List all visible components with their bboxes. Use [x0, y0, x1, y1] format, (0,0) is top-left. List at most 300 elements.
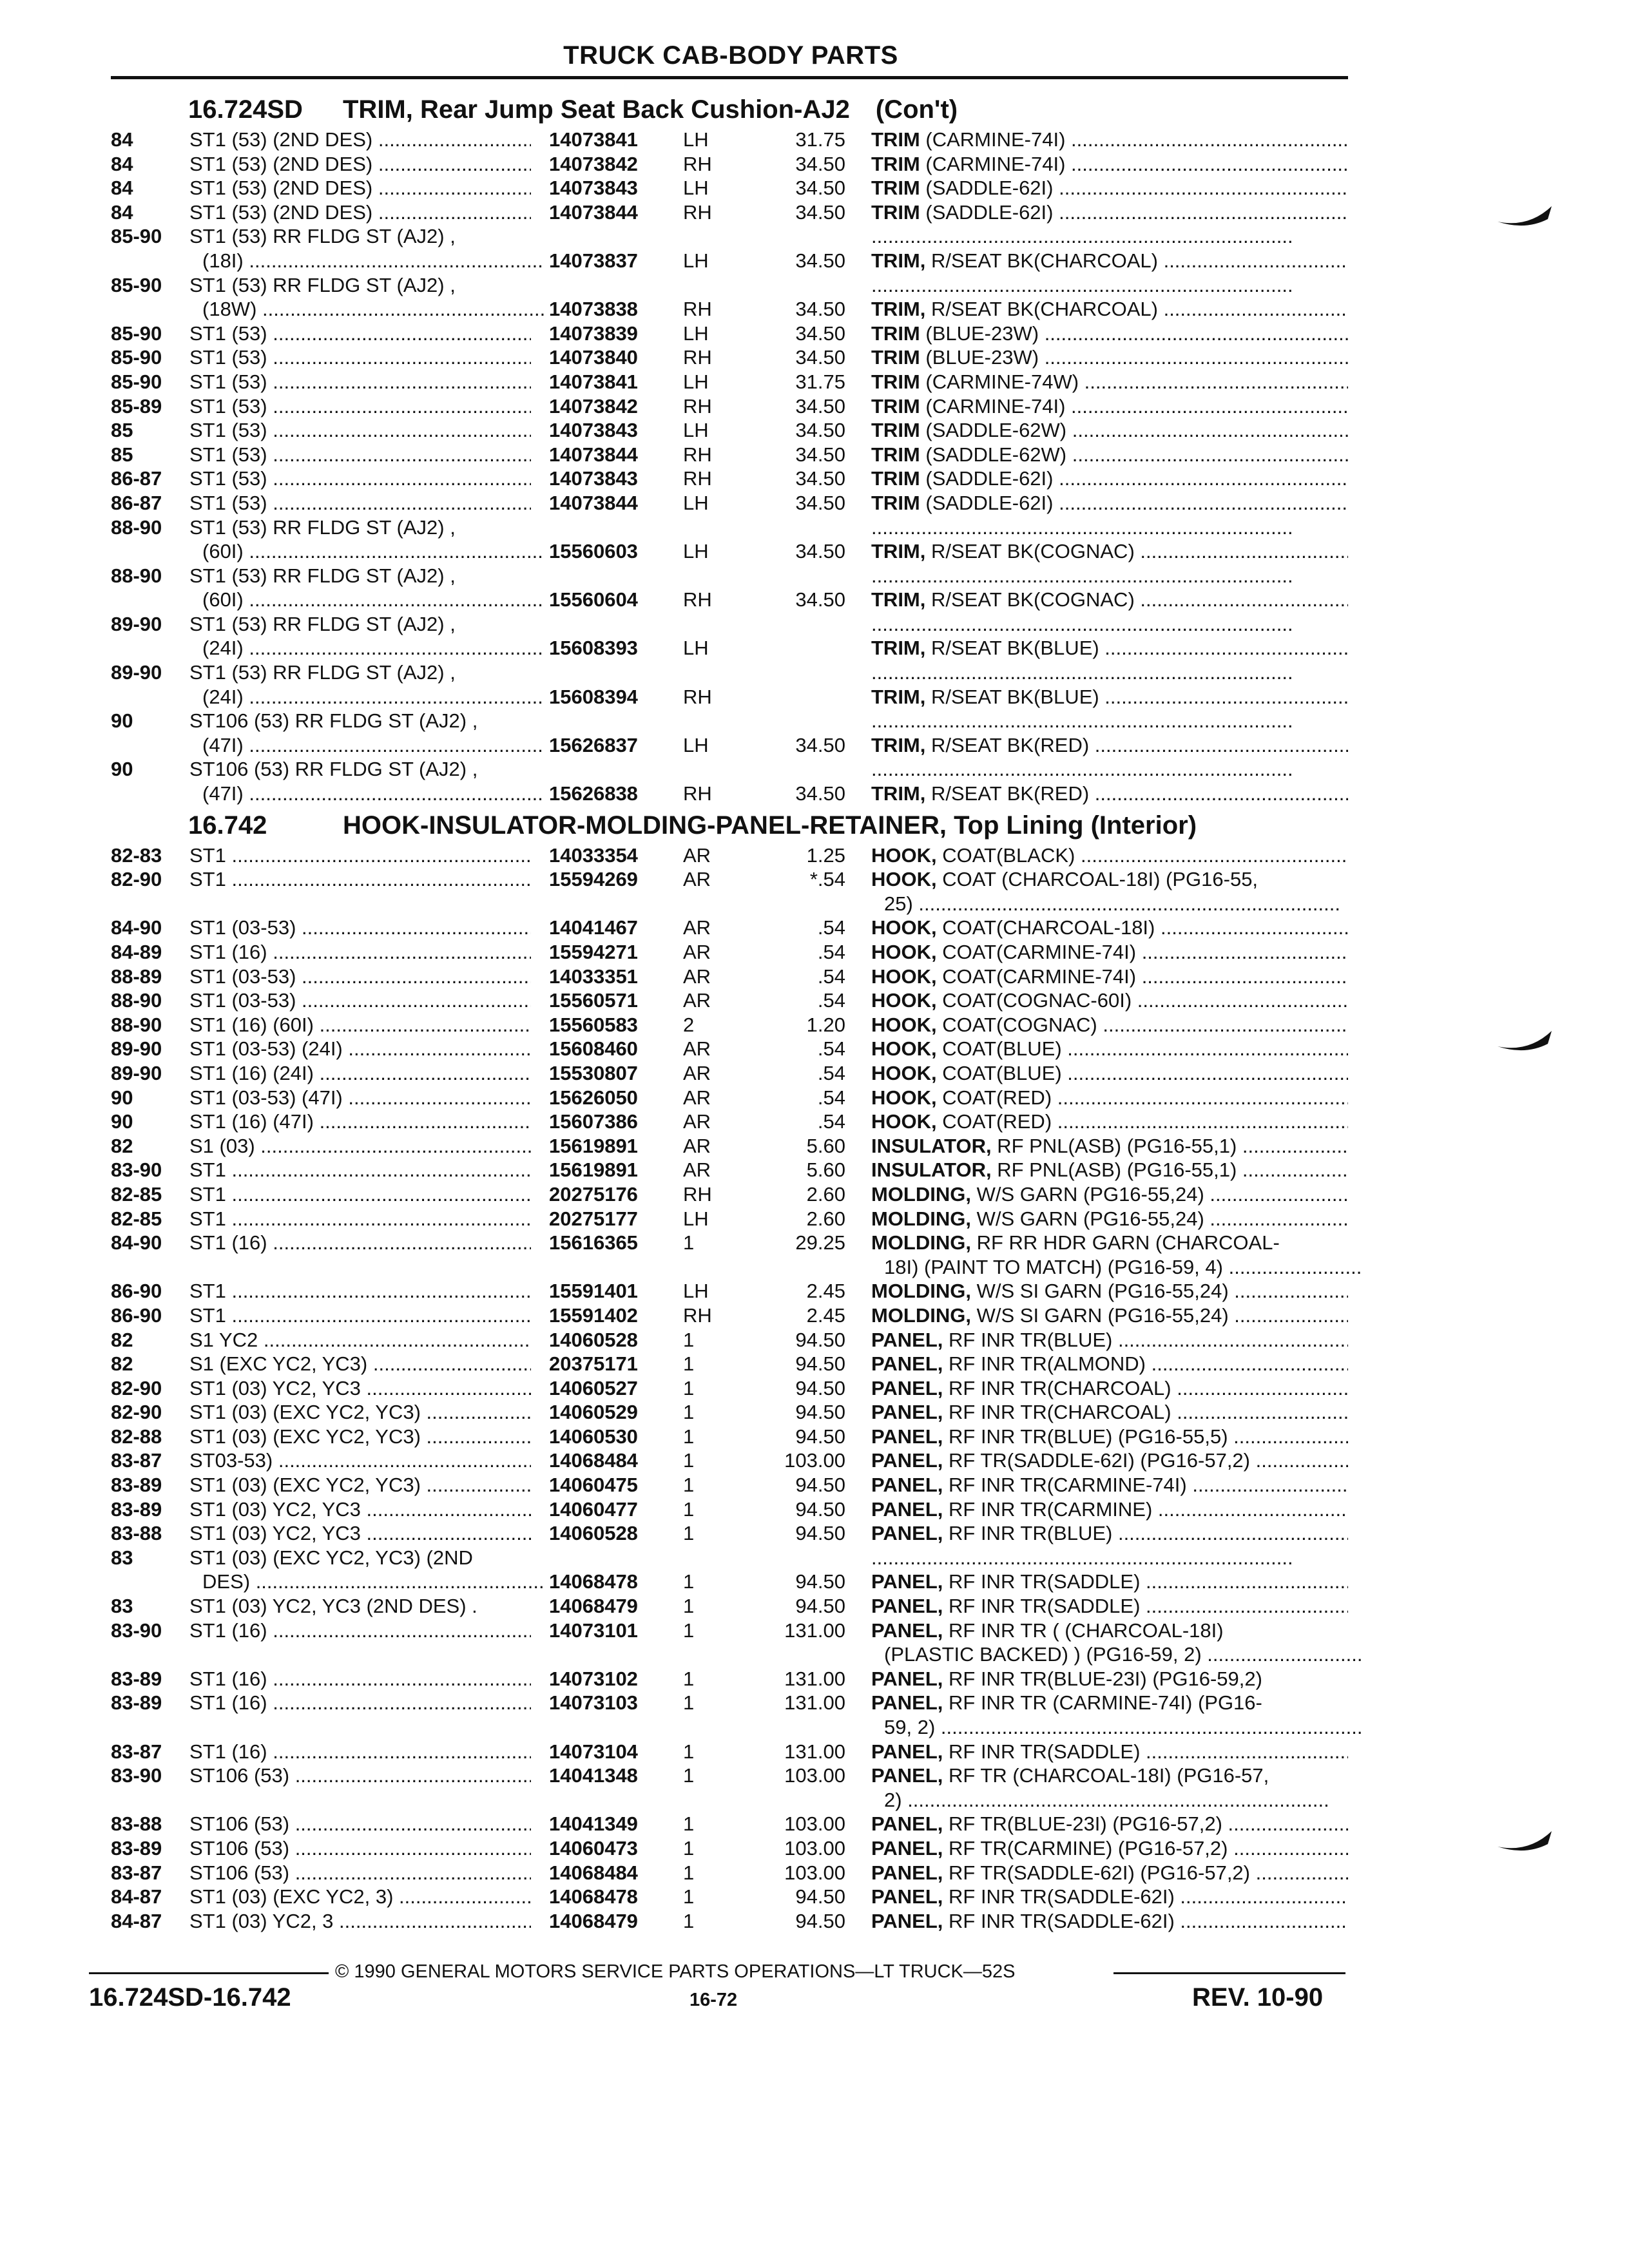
part-noun: TRIM,	[871, 588, 926, 611]
application-desc: ST1 (53) .....	[189, 491, 531, 515]
model-years: 88-90	[111, 1013, 162, 1036]
part-noun: PANEL,	[871, 1691, 943, 1715]
table-row	[111, 224, 1348, 249]
part-detail: RF TR (CHARCOAL-18I) (PG16-57,	[943, 1764, 1269, 1787]
part-number: 14073842	[549, 394, 638, 418]
part-detail: RF TR(SADDLE-62I) (PG16-57,2)	[943, 1449, 1251, 1472]
part-name	[871, 1134, 1348, 1158]
part-detail: W/S SI GARN (PG16-55,24)	[971, 1280, 1229, 1303]
part-detail: COAT(BLACK)	[936, 843, 1075, 867]
part-number: 14073843	[549, 467, 638, 490]
part-detail: RF INR TR(BLUE)	[943, 1522, 1113, 1545]
application-desc: ST1 (16) .....	[189, 1619, 531, 1642]
model-years: 83	[111, 1546, 133, 1569]
part-name	[871, 1594, 1348, 1618]
part-name	[871, 1303, 1348, 1327]
copyright-line: © 1990 GENERAL MOTORS SERVICE PARTS OPERATIONS—LT TRUCK—52S	[335, 1961, 1016, 1982]
model-years: 82-83	[111, 843, 162, 867]
part-noun: PANEL,	[871, 1352, 943, 1376]
part-noun: MOLDING,	[871, 1182, 971, 1206]
part-name	[871, 491, 1348, 515]
price: 103.00	[784, 1861, 845, 1884]
price: 34.50	[795, 346, 845, 369]
quantity: RH	[683, 346, 712, 369]
price: 34.50	[795, 249, 845, 272]
part-name	[871, 1037, 1348, 1061]
price: 34.50	[795, 298, 845, 321]
model-years: 86-90	[111, 1303, 162, 1327]
application-desc: ST1 (03-53) .....	[189, 965, 531, 988]
quantity: 2	[683, 1013, 695, 1036]
part-noun: PANEL,	[871, 1497, 943, 1521]
part-noun: INSULATOR,	[871, 1134, 992, 1157]
application-desc: ST1 (16) (24I) .....	[189, 1061, 531, 1085]
application-desc: ST1 (53) .....	[189, 322, 531, 345]
part-number: 15530807	[549, 1061, 638, 1084]
part-noun: TRIM	[871, 200, 920, 224]
part-number: 14073838	[549, 298, 638, 321]
part-name	[871, 564, 1348, 588]
price: 34.50	[795, 394, 845, 418]
price: 29.25	[795, 1231, 845, 1254]
application-desc: ST1 (53) .....	[189, 345, 531, 369]
part-noun: PANEL,	[871, 1595, 943, 1618]
part-number: 15619891	[549, 1158, 638, 1182]
price: 131.00	[784, 1667, 845, 1690]
quantity: AR	[683, 1037, 711, 1061]
quantity: 1	[683, 1449, 695, 1472]
table-row	[111, 1328, 1348, 1352]
part-name	[884, 1255, 1361, 1279]
quantity: RH	[683, 443, 712, 466]
model-years: 82-90	[111, 868, 162, 891]
price: 94.50	[795, 1595, 845, 1618]
part-name	[871, 1182, 1348, 1206]
model-years: 85-90	[111, 370, 162, 393]
price: 94.50	[795, 1401, 845, 1424]
quantity: RH	[683, 394, 712, 418]
part-noun: PANEL,	[871, 1861, 943, 1884]
model-years: 83-89	[111, 1836, 162, 1860]
application-desc: (60I) .....	[202, 539, 544, 563]
part-noun: PANEL,	[871, 1885, 943, 1908]
part-detail: RF INR TR(CHARCOAL)	[943, 1401, 1171, 1424]
part-noun: MOLDING,	[871, 1280, 971, 1303]
application-desc: ST1 (16) .....	[189, 1231, 531, 1254]
part-detail: RF PNL(ASB) (PG16-55,1)	[991, 1158, 1237, 1182]
application-desc: ST1 (03) (EXC YC2, 3) .....	[189, 1885, 531, 1908]
application-desc: ST1 (53) RR FLDG ST (AJ2) ,	[189, 612, 456, 635]
application-desc: ST1 (03) (EXC YC2, YC3) .....	[189, 1400, 531, 1424]
part-noun: PANEL,	[871, 1836, 943, 1860]
part-name	[871, 1110, 1348, 1133]
application-desc: ST1 (03-53) (24I) .....	[189, 1037, 531, 1061]
quantity: AR	[683, 1061, 711, 1084]
part-detail: RF INR TR(BLUE)	[943, 1328, 1113, 1351]
application-desc: ST1 (53) .....	[189, 394, 531, 418]
application-desc: (24I) .....	[202, 685, 544, 709]
quantity: 1	[683, 1812, 695, 1836]
part-number: 15626837	[549, 733, 638, 756]
part-number: 14060528	[549, 1328, 638, 1351]
quantity: 1	[683, 1909, 695, 1932]
part-name	[871, 1328, 1348, 1352]
price: 103.00	[784, 1764, 845, 1787]
table-row	[111, 1425, 1348, 1449]
part-number: 15560604	[549, 588, 638, 611]
part-name	[871, 916, 1348, 939]
part-detail: W/S SI GARN (PG16-55,24)	[971, 1303, 1229, 1327]
application-desc: ST1 (53) .....	[189, 418, 531, 442]
part-name	[871, 867, 1348, 891]
quantity: 1	[683, 1522, 695, 1545]
price: 94.50	[795, 1376, 845, 1399]
part-noun: PANEL,	[871, 1449, 943, 1472]
part-number: 14073104	[549, 1740, 638, 1763]
part-name	[871, 418, 1348, 442]
part-noun: PANEL,	[871, 1401, 943, 1424]
model-years: 89-90	[111, 1061, 162, 1084]
model-years: 84-87	[111, 1885, 162, 1908]
application-desc: ST1 (53) RR FLDG ST (AJ2) ,	[189, 515, 456, 539]
part-detail: 59, 2)	[884, 1716, 936, 1738]
part-noun: HOOK,	[871, 1086, 937, 1109]
model-years: 90	[111, 709, 133, 733]
application-desc: ST1 .....	[189, 1279, 531, 1303]
part-name	[871, 273, 1348, 297]
part-noun: TRIM	[871, 128, 920, 151]
model-years: 83-87	[111, 1861, 162, 1884]
application-desc: ST1 (03) YC2, YC3 (2ND DES) .	[189, 1595, 477, 1618]
table-row	[111, 1110, 1348, 1134]
part-number: 14060528	[549, 1522, 638, 1545]
part-noun: HOOK,	[871, 989, 937, 1012]
part-detail: RF INR TR(SADDLE)	[943, 1570, 1141, 1593]
price: 34.50	[795, 491, 845, 514]
part-noun: PANEL,	[871, 1619, 943, 1642]
table-row	[111, 515, 1348, 540]
quantity: 1	[683, 1861, 695, 1884]
part-noun: TRIM	[871, 443, 920, 466]
section-range: 16.724SD-16.742	[89, 1983, 291, 2012]
part-name	[871, 843, 1348, 867]
part-detail: RF INR TR(SADDLE-62I)	[943, 1909, 1175, 1932]
table-row	[111, 733, 1348, 758]
section-title	[343, 811, 1222, 840]
part-noun: HOOK,	[871, 965, 937, 988]
table-row	[111, 176, 1348, 200]
part-number: 14068484	[549, 1449, 638, 1472]
quantity: LH	[683, 128, 709, 151]
quantity: RH	[683, 1182, 712, 1206]
table-row	[111, 1182, 1348, 1207]
part-noun: TRIM	[871, 394, 920, 418]
part-name	[871, 1836, 1348, 1860]
part-name	[871, 1619, 1348, 1642]
quantity: AR	[683, 989, 711, 1012]
part-number: 14068484	[549, 1861, 638, 1884]
application-desc: ST1 (53) RR FLDG ST (AJ2) ,	[189, 564, 456, 587]
table-row	[111, 322, 1348, 346]
part-name	[871, 394, 1348, 418]
part-noun: TRIM	[871, 419, 920, 442]
quantity: LH	[683, 540, 709, 563]
part-number: 14073844	[549, 443, 638, 466]
quantity: AR	[683, 1134, 711, 1157]
part-noun: MOLDING,	[871, 1303, 971, 1327]
table-row	[111, 1086, 1348, 1110]
table-row	[111, 1158, 1348, 1182]
model-years: 84-90	[111, 916, 162, 939]
part-name	[871, 757, 1348, 781]
part-number: 14068479	[549, 1595, 638, 1618]
application-desc: ST1 (16) .....	[189, 1691, 531, 1715]
part-name	[871, 1521, 1348, 1545]
table-row	[111, 843, 1348, 868]
table-row	[111, 1521, 1348, 1546]
part-name	[871, 1861, 1348, 1885]
table-row	[111, 1619, 1348, 1643]
price: 2.60	[806, 1182, 845, 1206]
part-name	[871, 1691, 1348, 1715]
price: 94.50	[795, 1328, 845, 1351]
price: 2.45	[806, 1303, 845, 1327]
table-row	[111, 273, 1348, 298]
section-code: 16.724SD	[188, 95, 303, 124]
part-name	[871, 466, 1348, 490]
application-desc: ST1 (53) (2ND DES) .....	[189, 152, 531, 176]
part-detail: RF INR TR ( (CHARCOAL-18I)	[943, 1619, 1224, 1642]
model-years: 85-90	[111, 322, 162, 345]
application-desc: ST1 (16) .....	[189, 1740, 531, 1763]
part-number: 20275176	[549, 1182, 638, 1206]
price: 2.60	[806, 1207, 845, 1230]
table-row	[111, 1909, 1348, 1934]
price: .54	[817, 916, 845, 939]
application-desc: DES) .....	[202, 1570, 544, 1593]
quantity: 1	[683, 1497, 695, 1521]
quantity: LH	[683, 637, 709, 660]
model-years: 82-90	[111, 1376, 162, 1399]
application-desc: ST1 .....	[189, 867, 531, 891]
parts-list	[111, 90, 1348, 1933]
price: 1.20	[806, 1013, 845, 1036]
application-desc: ST1 .....	[189, 1303, 531, 1327]
model-years: 86-87	[111, 491, 162, 514]
part-detail: RF TR(SADDLE-62I) (PG16-57,2)	[943, 1861, 1251, 1884]
binder-mark	[1496, 205, 1554, 231]
part-name	[871, 1763, 1348, 1787]
binder-mark	[1496, 1030, 1554, 1055]
part-name	[871, 322, 1348, 345]
part-name	[871, 249, 1348, 273]
part-noun: PANEL,	[871, 1474, 943, 1497]
part-noun: HOOK,	[871, 843, 937, 867]
price: 31.75	[795, 128, 845, 151]
part-number: 14073103	[549, 1691, 638, 1715]
part-detail: RF INR TR(CARMINE-74I)	[943, 1474, 1187, 1497]
table-row	[111, 892, 1348, 916]
quantity: RH	[683, 782, 712, 805]
application-desc: ST03-53) .....	[189, 1448, 531, 1472]
part-detail: 18I) (PAINT TO MATCH) (PG16-59, 4)	[884, 1255, 1223, 1278]
part-name	[871, 539, 1348, 563]
part-number: 14060477	[549, 1497, 638, 1521]
part-number: 14073844	[549, 491, 638, 514]
part-name	[871, 1400, 1348, 1424]
table-row	[111, 1037, 1348, 1061]
part-number: 15619891	[549, 1134, 638, 1157]
part-detail: RF INR TR(BLUE-23I) (PG16-59,2)	[943, 1667, 1262, 1690]
part-name	[871, 443, 1348, 466]
part-detail: W/S GARN (PG16-55,24)	[971, 1182, 1204, 1206]
quantity: LH	[683, 419, 709, 442]
model-years: 84	[111, 128, 133, 151]
model-years: 84	[111, 200, 133, 224]
part-detail: (PLASTIC BACKED) ) (PG16-59, 2)	[884, 1643, 1202, 1666]
application-desc: (47I) .....	[202, 733, 544, 757]
section-title	[343, 95, 958, 124]
model-years: 82-88	[111, 1425, 162, 1448]
part-noun: HOOK,	[871, 1110, 937, 1133]
part-name	[871, 612, 1348, 636]
model-years: 85	[111, 443, 133, 466]
table-row	[111, 564, 1348, 588]
application-desc: ST1 (03) (EXC YC2, YC3) (2ND	[189, 1546, 473, 1569]
table-row	[111, 1861, 1348, 1885]
part-name	[871, 988, 1348, 1012]
price: 94.50	[795, 1522, 845, 1545]
quantity: AR	[683, 868, 711, 891]
part-noun: TRIM,	[871, 540, 926, 563]
part-detail: (CARMINE-74I)	[920, 128, 1066, 151]
quantity: AR	[683, 1110, 711, 1133]
quantity: 1	[683, 1425, 695, 1448]
part-number: 15608394	[549, 685, 638, 708]
model-years: 82-90	[111, 1401, 162, 1424]
model-years: 89-90	[111, 612, 162, 635]
part-name	[871, 588, 1348, 611]
part-number: 14073837	[549, 249, 638, 272]
part-name	[871, 660, 1348, 684]
part-noun: PANEL,	[871, 1522, 943, 1545]
model-years: 83-88	[111, 1812, 162, 1836]
price: 34.50	[795, 322, 845, 345]
model-years: 85-90	[111, 346, 162, 369]
part-detail: COAT(COGNAC)	[936, 1013, 1097, 1036]
quantity: 1	[683, 1352, 695, 1376]
part-name	[871, 1497, 1348, 1521]
application-desc: ST1 (03) YC2, YC3 .....	[189, 1521, 531, 1545]
table-row	[111, 965, 1348, 989]
part-name	[871, 297, 1348, 321]
part-name	[871, 152, 1348, 176]
table-row	[111, 1134, 1348, 1158]
model-years: 88-90	[111, 515, 162, 539]
quantity: 1	[683, 1764, 695, 1787]
part-number: 15608460	[549, 1037, 638, 1061]
quantity: 1	[683, 1401, 695, 1424]
quantity: 1	[683, 1691, 695, 1715]
part-name	[871, 1376, 1348, 1400]
table-row	[111, 867, 1348, 892]
part-name	[884, 1642, 1361, 1666]
model-years: 86-90	[111, 1280, 162, 1303]
part-detail: RF INR TR(SADDLE)	[943, 1740, 1141, 1763]
model-years: 82-85	[111, 1207, 162, 1230]
price: 31.75	[795, 370, 845, 393]
part-detail: (BLUE-23W)	[920, 322, 1039, 345]
part-detail: (CARMINE-74I)	[920, 394, 1066, 418]
part-detail: R/SEAT BK(CHARCOAL)	[925, 298, 1158, 321]
part-number: 14073841	[549, 370, 638, 393]
quantity: RH	[683, 152, 712, 175]
part-name	[871, 515, 1348, 539]
part-number: 14041467	[549, 916, 638, 939]
part-name	[871, 965, 1348, 988]
part-name	[871, 1352, 1348, 1376]
price: 34.50	[795, 419, 845, 442]
application-desc: ST1 (53) (2ND DES) .....	[189, 200, 531, 224]
table-row	[111, 940, 1348, 965]
part-number: 15608393	[549, 637, 638, 660]
part-name	[871, 1425, 1348, 1448]
part-detail: RF PNL(ASB) (PG16-55,1)	[991, 1134, 1237, 1157]
part-name	[871, 1013, 1348, 1037]
model-years: 84	[111, 177, 133, 200]
quantity: AR	[683, 965, 711, 988]
part-number: 15591401	[549, 1280, 638, 1303]
price: 94.50	[795, 1425, 845, 1448]
quantity: LH	[683, 1280, 709, 1303]
application-desc: ST1 .....	[189, 1158, 531, 1182]
price: .54	[817, 1061, 845, 1084]
application-desc: ST1 (03) YC2, 3 .....	[189, 1909, 531, 1933]
quantity: 1	[683, 1619, 695, 1642]
quantity: LH	[683, 370, 709, 393]
table-row	[111, 370, 1348, 394]
part-detail: (SADDLE-62I)	[920, 467, 1054, 490]
part-name	[871, 1740, 1348, 1763]
model-years: 90	[111, 1110, 133, 1133]
part-detail: COAT(RED)	[936, 1086, 1052, 1109]
price: 5.60	[806, 1134, 845, 1157]
part-detail: COAT(RED)	[936, 1110, 1052, 1133]
quantity: LH	[683, 322, 709, 345]
part-number: 15560603	[549, 540, 638, 563]
model-years: 85-89	[111, 394, 162, 418]
table-row	[111, 1207, 1348, 1231]
part-detail: (SADDLE-62I)	[920, 177, 1054, 200]
part-detail: COAT(BLUE)	[936, 1061, 1062, 1084]
table-row	[111, 1740, 1348, 1764]
model-years: 83-90	[111, 1158, 162, 1182]
part-number: 14033354	[549, 843, 638, 867]
part-detail: COAT(COGNAC-60I)	[936, 989, 1132, 1012]
part-detail: (CARMINE-74I)	[920, 152, 1066, 175]
quantity: AR	[683, 843, 711, 867]
model-years: 85-90	[111, 273, 162, 296]
table-row	[111, 1885, 1348, 1909]
quantity: RH	[683, 298, 712, 321]
table-row	[111, 1667, 1348, 1691]
part-number: 14068478	[549, 1570, 638, 1593]
table-row	[111, 612, 1348, 637]
quantity: 1	[683, 1836, 695, 1860]
part-noun: TRIM,	[871, 637, 926, 660]
part-number: 15607386	[549, 1110, 638, 1133]
model-years: 83-89	[111, 1691, 162, 1715]
